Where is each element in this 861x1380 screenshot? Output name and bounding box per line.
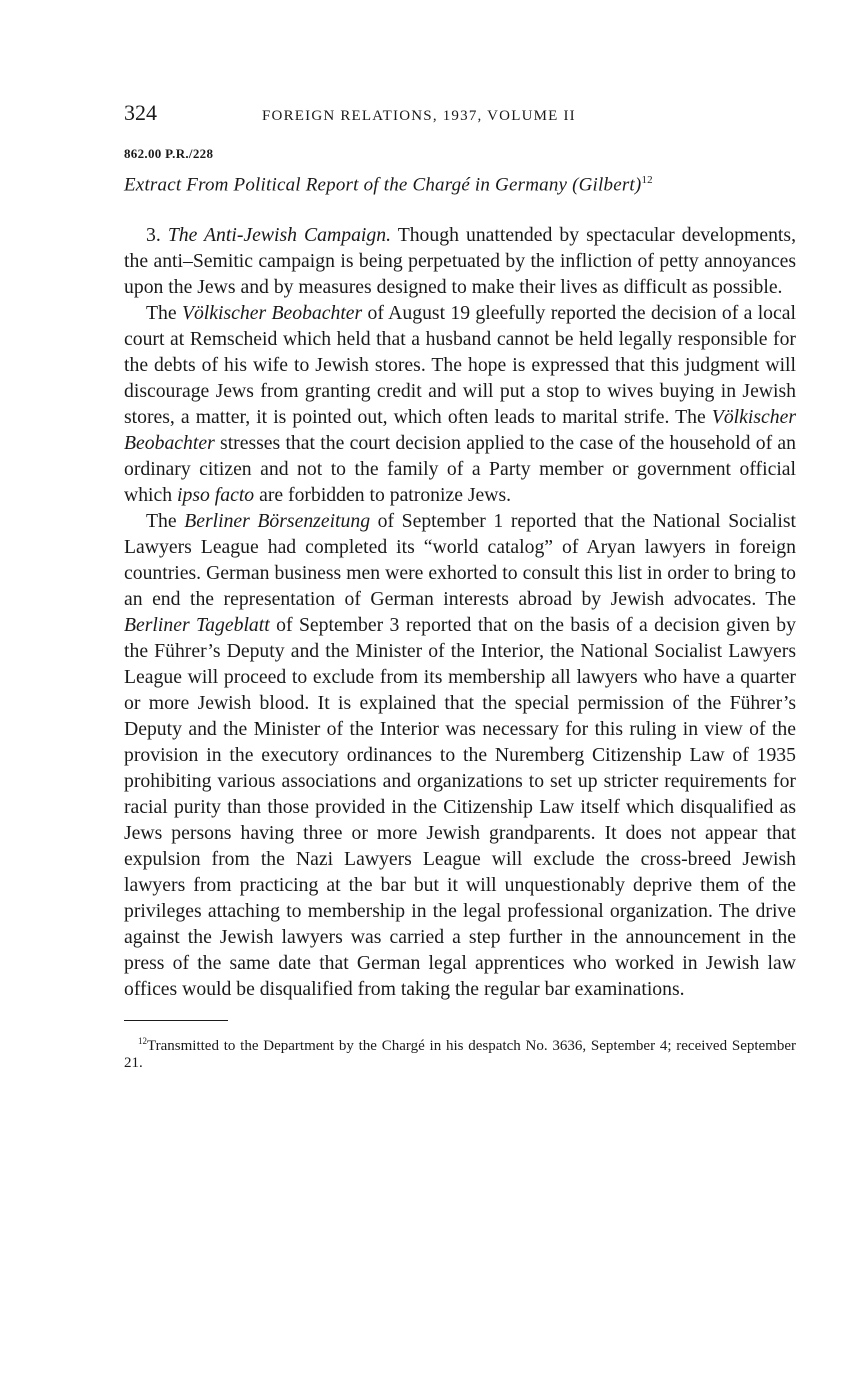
paragraph-text: The bbox=[146, 302, 182, 325]
footnote-number: 12 bbox=[138, 1036, 147, 1047]
paragraph-text: of September 1 reported that the National Socialist Lawyers League had completed its “world catalog” of Aryan lawyers in foreign countries. German business men were exhorted to consult this list in order to bring to an end the representation of German interests abroad by Jewish advocates. The bbox=[124, 510, 796, 611]
paragraph-anti-jewish-campaign bbox=[124, 222, 796, 300]
newspaper-name: Völkischer Beobachter bbox=[181, 302, 363, 325]
document-title-text: Extract From Political Report of the Chargé in Germany (Gilbert) bbox=[124, 174, 642, 196]
document-page bbox=[124, 100, 796, 1072]
section-number: 3. bbox=[146, 224, 168, 247]
newspaper-name: Berliner Tageblatt bbox=[124, 614, 270, 637]
paragraph-text: stresses that the court decision applied to the case of the household of an ordinary citizen and not to the family of a Party member or government official which bbox=[124, 432, 796, 507]
file-number: 862.00 P.R./228 bbox=[124, 146, 214, 161]
paragraph-lawyers-league bbox=[124, 508, 796, 1002]
page-number: 324 bbox=[124, 100, 157, 125]
running-head bbox=[124, 100, 796, 130]
paragraph-volkischer-beobachter bbox=[124, 300, 796, 508]
footnote-text: Transmitted to the Department by the Chargé in his despatch No. 3636, September 4; received September 21. bbox=[124, 1038, 796, 1072]
latin-phrase: ipso facto bbox=[177, 484, 255, 507]
paragraph-text: Though unattended by spectacular developments, the anti–Semitic campaign is being perpetuated by the infliction of petty annoyances upon the Jews and by measures designed to make their lives as difficult as possible. bbox=[124, 224, 796, 299]
footnote-divider bbox=[124, 1020, 228, 1021]
footnote-reference[interactable]: 12 bbox=[641, 174, 653, 186]
document-title bbox=[124, 174, 796, 196]
newspaper-name: Berliner Börsenzeitung bbox=[184, 510, 371, 533]
paragraph-text: The bbox=[146, 510, 185, 533]
body-text bbox=[124, 222, 796, 1002]
running-title: FOREIGN RELATIONS, 1937, VOLUME II bbox=[262, 108, 576, 124]
section-heading: The Anti-Jewish Campaign. bbox=[167, 224, 391, 247]
newspaper-name: Völkischer Beobachter bbox=[124, 406, 796, 455]
paragraph-text: of August 19 gleefully reported the decision of a local court at Remscheid which held that a husband cannot be held legally responsible for the debts of his wife to Jewish stores. The hope is expressed that this judgment will discourage Jews from granting credit and will put a stop to wives buying in Jewish stores, a matter, it is pointed out, which often leads to marital strife. The bbox=[124, 302, 796, 429]
paragraph-text: of September 3 reported that on the basis of a decision given by the Führer’s Deputy and the Minister of the Interior, the National Socialist Lawyers League will proceed to exclude from its membership all lawyers who have a quarter or more Jewish blood. It is explained that the special permission of the Führer’s Deputy and the Minister of the Interior was necessary for this ruling in view of the provision in the executory ordinances to the Nuremberg Citizenship Law of 1935 prohibiting various associations and organizations to set up stricter requirements for racial purity than those provided in the Citizenship Law itself which disqualified as Jews persons having three or more Jewish grandparents. It does not appear that expulsion from the Nazi Lawyers League will exclude the cross-breed Jewish lawyers from practicing at the bar but it will unquestionably deprive them of the privileges attaching to membership in the legal professional organization. The drive against the Jewish lawyers was carried a step further in the announcement in the press of the same date that German legal apprentices who worked in Jewish law offices would be disqualified from taking the regular bar examinations. bbox=[124, 614, 796, 1001]
paragraph-text: are forbidden to patronize Jews. bbox=[254, 484, 512, 507]
footnote bbox=[124, 1033, 796, 1072]
